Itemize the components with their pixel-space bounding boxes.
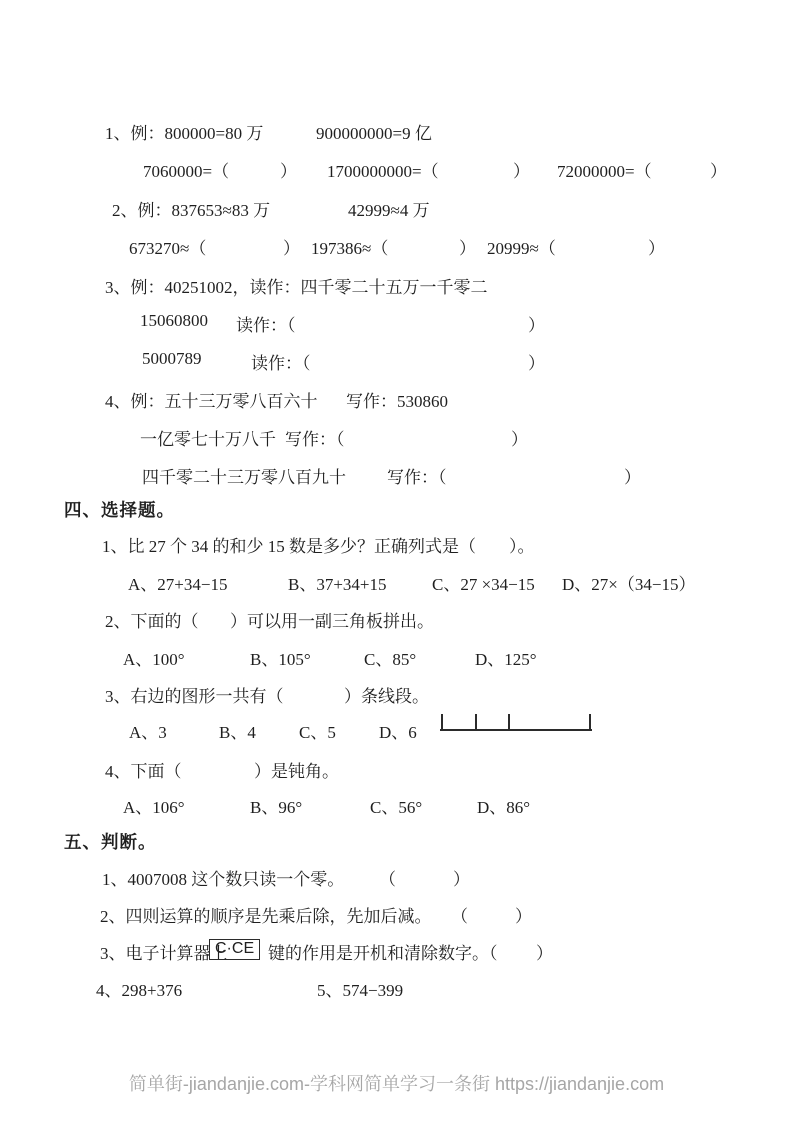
choice-q4-text: 4、下面（ — [105, 762, 182, 781]
fill-q3-read-label-2: 读作：（ — [251, 354, 311, 373]
choice-q4-option-b: B、96° — [250, 798, 303, 817]
judge-item-4-a: 4、298+376 — [96, 981, 183, 1000]
fill-q1-blank-1: 7060000=（ — [143, 162, 230, 181]
fill-q2-blanks-line — [0, 234, 793, 258]
choice-q2-text: 2、下面的（ — [105, 612, 199, 631]
fill-q3-read-label-1: 读作：（ — [236, 316, 296, 335]
choice-q1-option-a: A、27+34−15 — [128, 575, 228, 594]
judge-heading: 五、判断。 — [64, 832, 157, 852]
choice-q3-option-a: A、3 — [129, 723, 167, 742]
judge-item-5-b: 5、574−399 — [317, 981, 404, 1000]
judge-item-2 — [0, 902, 793, 926]
judge-item-2-open-paren: （ — [451, 907, 468, 926]
choice-q2-option-a: A、100° — [123, 650, 185, 669]
fill-q3-example-line — [0, 273, 793, 297]
fill-q4-close-1: ） — [511, 430, 528, 449]
fill-q4-example-1: 4、例：五十三万零八百六十 — [105, 392, 318, 411]
choice-q2-option-b: B、105° — [250, 650, 311, 669]
choice-q1-line — [0, 532, 793, 556]
choice-heading-line — [0, 497, 793, 521]
judge-item-1-close-paren: ） — [453, 870, 470, 889]
choice-q4-close: ）是钝角。 — [254, 762, 339, 781]
choice-q1-option-b: B、37+34+15 — [288, 575, 387, 594]
fill-q3-row-2 — [0, 349, 793, 373]
judge-item-1 — [0, 865, 793, 889]
choice-q2-line — [0, 607, 793, 631]
fill-q2-blank-1: 673270≈（ — [129, 239, 207, 258]
choice-q3-options-line — [0, 718, 793, 742]
choice-q4-option-d: D、86° — [477, 798, 531, 817]
choice-q2-option-d: D、125° — [475, 650, 537, 669]
choice-q2-options-line — [0, 645, 793, 669]
fill-q1-example-2: 900000000=9 亿 — [316, 124, 432, 143]
fill-q4-example-line — [0, 387, 793, 411]
choice-q1-close: ）。 — [509, 537, 535, 556]
choice-q1-options-line — [0, 570, 793, 594]
choice-q4-option-a: A、106° — [123, 798, 185, 817]
judge-item-3-post: 键的作用是开机和清除数字。（ — [268, 944, 498, 963]
segment-tick-4 — [589, 714, 591, 729]
choice-q3-option-c: C、5 — [299, 723, 336, 742]
calculator-key-c-ce: C·CE — [209, 939, 260, 960]
choice-q4-line — [0, 757, 793, 781]
judge-item-2-text: 2、四则运算的顺序是先乘后除，先加后减。 — [100, 907, 432, 926]
fill-q3-close-1: ） — [528, 316, 545, 335]
judge-item-3-pre: 3、电子计算器上 — [100, 944, 228, 963]
fill-q1-blank-2: 1700000000=（ — [327, 162, 439, 181]
choice-q3-close: ）条线段。 — [344, 687, 429, 706]
judge-item-4 — [0, 976, 793, 1000]
judge-item-1-open-paren: （ — [379, 870, 396, 889]
choice-q1-option-c: C、27 ×34−15 — [432, 575, 535, 594]
fill-q2-example-line — [0, 196, 793, 220]
fill-q2-blank-2: 197386≈（ — [311, 239, 389, 258]
footer-watermark: 简单街-jiandanjie.com-学科网简单学习一条街 https://jiandanjie.com — [128, 1074, 665, 1094]
fill-q1-blank-2-close: ） — [513, 162, 530, 181]
fill-q1-example-1: 1、例：800000=80 万 — [105, 124, 264, 143]
choice-q3-option-b: B、4 — [219, 723, 256, 742]
fill-q4-close-2: ） — [624, 468, 641, 487]
fill-q2-example-1: 2、例：837653≈83 万 — [112, 201, 271, 220]
segment-tick-2 — [475, 714, 477, 729]
choice-q2-option-c: C、85° — [364, 650, 417, 669]
choice-q2-close: ）可以用一副三角板拼出。 — [230, 612, 434, 631]
fill-q3-number-1: 15060800 — [140, 311, 208, 330]
fill-q4-words-1: 一亿零七十万八千 — [140, 430, 276, 449]
choice-q1-text: 1、比 27 个 34 的和少 15 数是多少？正确列式是（ — [102, 537, 476, 556]
judge-item-3 — [0, 939, 793, 963]
judge-item-2-close-paren: ） — [515, 907, 532, 926]
choice-q3-line — [0, 682, 793, 706]
line-segment-figure — [440, 713, 592, 731]
fill-q4-row-2 — [0, 463, 793, 487]
fill-q1-blank-3: 72000000=（ — [557, 162, 652, 181]
fill-q4-example-2: 写作：530860 — [346, 392, 448, 411]
fill-q3-number-2: 5000789 — [142, 349, 202, 368]
fill-q4-write-label-2: 写作：（ — [387, 468, 447, 487]
judge-item-3-close-paren: ） — [536, 944, 553, 963]
fill-q1-blank-3-close: ） — [710, 162, 727, 181]
fill-q2-example-2: 42999≈4 万 — [348, 201, 430, 220]
fill-q1-blanks-line — [0, 157, 793, 181]
fill-q2-blank-2-close: ） — [459, 239, 476, 258]
choice-heading: 四、选择题。 — [64, 500, 175, 520]
segment-tick-1 — [441, 714, 443, 729]
fill-q2-blank-3: 20999≈（ — [487, 239, 556, 258]
choice-q1-option-d: D、27×（34−15） — [562, 575, 696, 594]
fill-q3-row-1 — [0, 311, 793, 335]
judge-heading-line — [0, 829, 793, 853]
fill-q3-close-2: ） — [528, 354, 545, 373]
choice-q4-option-c: C、56° — [370, 798, 423, 817]
fill-q1-blank-1-close: ） — [280, 162, 297, 181]
judge-item-1-text: 1、4007008 这个数只读一个零。 — [102, 870, 345, 889]
choice-q4-options-line — [0, 793, 793, 817]
fill-q4-row-1 — [0, 425, 793, 449]
fill-q3-example: 3、例：40251002，读作：四千零二十五万一千零二 — [105, 278, 488, 297]
fill-q4-words-2: 四千零二十三万零八百九十 — [142, 468, 346, 487]
choice-q3-option-d: D、6 — [379, 723, 417, 742]
segment-tick-3 — [508, 714, 510, 729]
fill-q2-blank-1-close: ） — [283, 239, 300, 258]
fill-q1-example-line — [0, 119, 793, 143]
choice-q3-text: 3、右边的图形一共有（ — [105, 687, 284, 706]
fill-q4-write-label-1: 写作：（ — [285, 430, 345, 449]
fill-q2-blank-3-close: ） — [648, 239, 665, 258]
